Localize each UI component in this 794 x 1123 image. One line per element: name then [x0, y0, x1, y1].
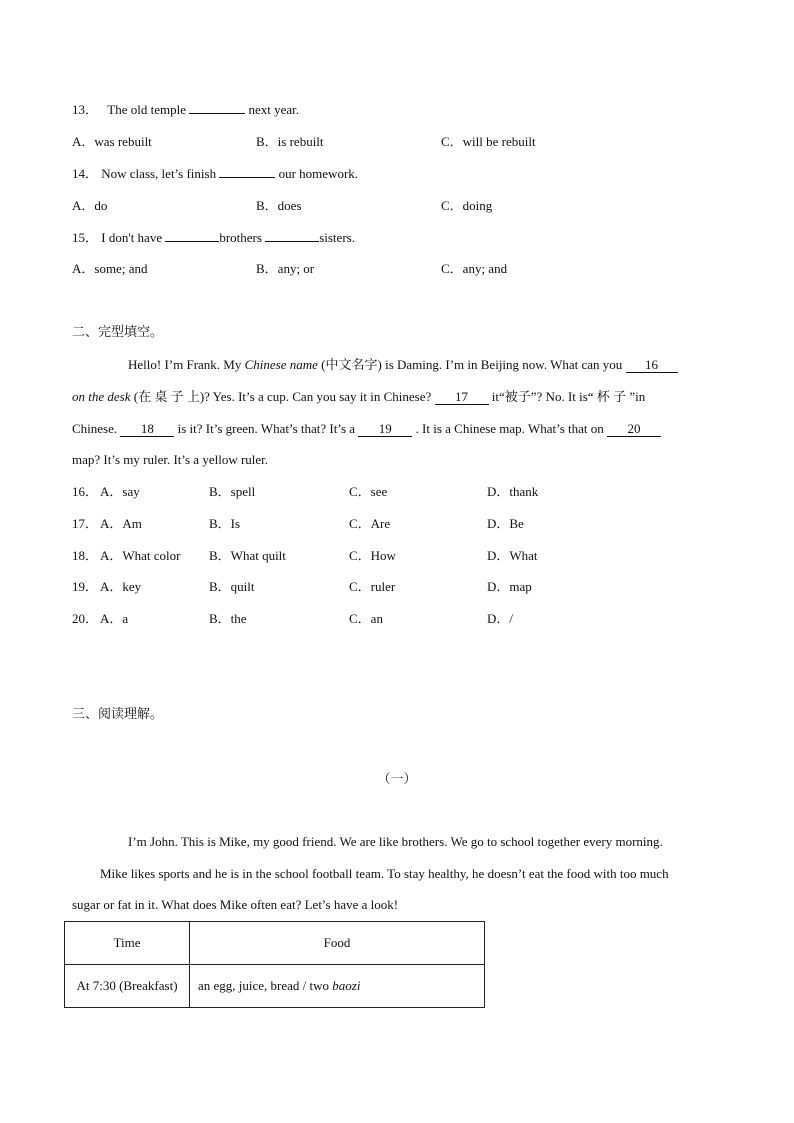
food-text-italic: baozi	[332, 978, 361, 993]
cloze-text: it“被子”? No. It is“ 杯 子 ”in	[488, 389, 646, 404]
option-16-a[interactable]: A．say	[100, 484, 140, 499]
question-14	[72, 165, 358, 183]
blank-16[interactable]: 16	[626, 358, 678, 373]
cloze-text: is it? It’s green. What’s that? It’s a	[174, 421, 359, 436]
food-text: an egg, juice, bread / two	[198, 978, 333, 993]
section-2-title: 二、完型填空。	[72, 325, 164, 340]
answer-blank[interactable]	[189, 113, 245, 114]
row-18-num: 18．	[72, 548, 99, 563]
cloze-line-3	[72, 420, 661, 438]
question-13	[72, 101, 299, 119]
question-text: Now class, let’s finish	[101, 166, 217, 181]
cloze-text: (在 桌 子 上)? Yes. It’s a cup. Can you say it in Chinese?	[130, 389, 435, 404]
option-20-a[interactable]: A．a	[100, 611, 129, 626]
answer-blank[interactable]	[219, 177, 275, 178]
option-15-a[interactable]: A．some; and	[72, 261, 148, 276]
option-15-b[interactable]: B．any; or	[256, 261, 315, 276]
option-19-d[interactable]: D．map	[487, 579, 532, 594]
option-19-c[interactable]: C．ruler	[349, 579, 396, 594]
question-text: our homework.	[278, 166, 359, 181]
passage-line-3: sugar or fat in it. What does Mike often eat? Let’s have a look!	[72, 897, 399, 912]
question-number: 13．	[72, 102, 99, 117]
option-14-c[interactable]: C．doing	[441, 198, 493, 213]
question-number: 15．	[72, 230, 99, 245]
blank-18[interactable]: 18	[120, 422, 174, 437]
cloze-line-4: map? It’s my ruler. It’s a yellow ruler.	[72, 452, 269, 467]
row-17-num: 17．	[72, 516, 99, 531]
table-cell-food	[190, 965, 485, 1008]
passage-line-2: Mike likes sports and he is in the school football team. To stay healthy, he doesn’t eat the food with too much	[100, 866, 669, 881]
option-13-a[interactable]: A．was rebuilt	[72, 134, 152, 149]
option-14-b[interactable]: B．does	[256, 198, 302, 213]
table-row	[65, 965, 485, 1008]
option-19-b[interactable]: B．quilt	[209, 579, 255, 594]
option-20-b[interactable]: B．the	[209, 611, 247, 626]
option-18-c[interactable]: C．How	[349, 548, 396, 563]
option-17-c[interactable]: C．Are	[349, 516, 391, 531]
question-text: I don't have	[101, 230, 163, 245]
question-number: 14．	[72, 166, 99, 181]
table-header-time: Time	[65, 922, 190, 965]
question-text: brothers	[219, 230, 262, 245]
cloze-text: Hello! I’m Frank. My	[128, 357, 245, 372]
table-header-row	[65, 922, 485, 965]
option-20-d[interactable]: D．/	[487, 611, 514, 626]
cloze-line-1	[128, 356, 678, 374]
cloze-text-italic: Chinese name	[244, 357, 318, 372]
option-19-a[interactable]: A．key	[100, 579, 142, 594]
question-text: sisters.	[319, 230, 355, 245]
question-text: The old temple	[107, 102, 186, 117]
option-16-d[interactable]: D．thank	[487, 484, 539, 499]
option-18-d[interactable]: D．What	[487, 548, 538, 563]
answer-blank[interactable]	[265, 241, 319, 242]
cloze-text: (中文名字) is Daming. I’m in Beijing now. What can you	[317, 357, 626, 372]
option-18-b[interactable]: B．What quilt	[209, 548, 286, 563]
cloze-text-italic: on the desk	[72, 389, 131, 404]
table-header-food: Food	[190, 922, 485, 965]
section-3-title: 三、阅读理解。	[72, 707, 164, 722]
option-16-b[interactable]: B．spell	[209, 484, 256, 499]
option-15-c[interactable]: C．any; and	[441, 261, 508, 276]
cloze-text: . It is a Chinese map. What’s that on	[412, 421, 608, 436]
row-16-num: 16．	[72, 484, 99, 499]
option-17-d[interactable]: D．Be	[487, 516, 524, 531]
option-16-c[interactable]: C．see	[349, 484, 388, 499]
blank-19[interactable]: 19	[358, 422, 412, 437]
option-17-a[interactable]: A．Am	[100, 516, 142, 531]
option-17-b[interactable]: B．Is	[209, 516, 241, 531]
passage-line-1: I’m John. This is Mike, my good friend. We are like brothers. We go to school together every morning.	[128, 834, 663, 849]
question-text: next year.	[248, 102, 300, 117]
cloze-text: Chinese.	[72, 421, 121, 436]
answer-blank[interactable]	[165, 241, 219, 242]
row-20-num: 20．	[72, 611, 99, 626]
row-19-num: 19．	[72, 579, 99, 594]
blank-17[interactable]: 17	[435, 390, 489, 405]
question-15	[72, 229, 355, 247]
blank-20[interactable]: 20	[607, 422, 661, 437]
table-cell-time: At 7:30 (Breakfast)	[65, 965, 190, 1008]
food-table	[64, 921, 485, 1008]
option-18-a[interactable]: A．What color	[100, 548, 181, 563]
option-13-c[interactable]: C．will be rebuilt	[441, 134, 536, 149]
option-14-a[interactable]: A．do	[72, 198, 108, 213]
option-20-c[interactable]: C．an	[349, 611, 383, 626]
passage-number: （一）	[377, 772, 417, 787]
option-13-b[interactable]: B．is rebuilt	[256, 134, 324, 149]
cloze-line-2	[72, 388, 645, 406]
